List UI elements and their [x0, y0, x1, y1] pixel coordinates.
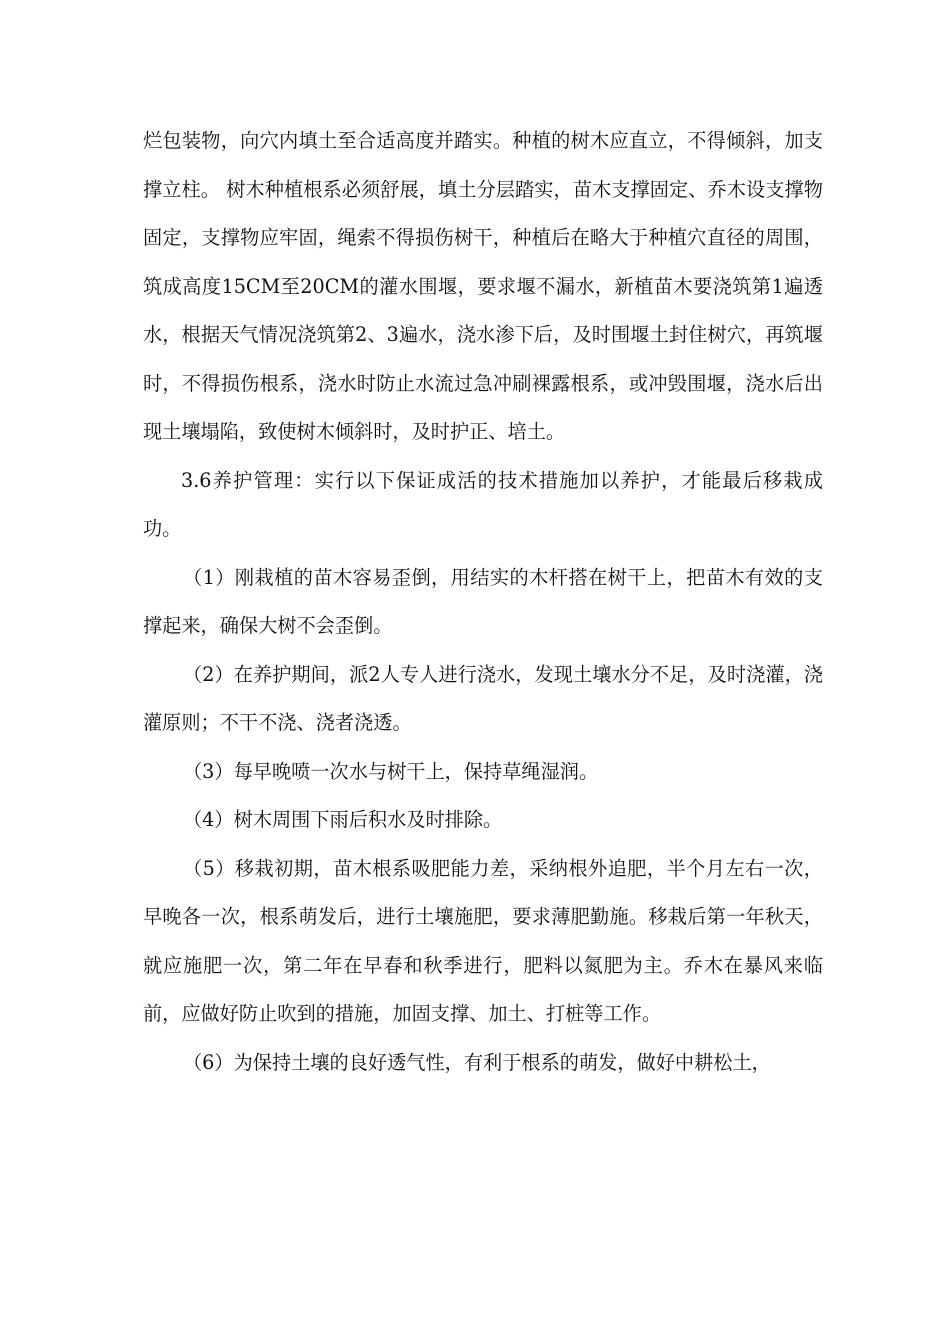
paragraph-item-6: （6）为保持土壤的良好透气性，有利于根系的萌发，做好中耕松土， — [183, 1050, 771, 1074]
paragraph-item-4: （4）树木周围下雨后积水及时排除。 — [183, 808, 503, 831]
paragraph-item-3: （3）每早晚喷一次水与树干上，保持草绳湿润。 — [183, 759, 599, 783]
document-body — [143, 117, 823, 1087]
paragraph-item-2: （2）在养护期间，派2人专人进行浇水，发现土壤水分不足，及时浇灌，浇灌原则；不干不浇、浇者浇透。 — [143, 662, 823, 734]
paragraph-section-3-6: 3.6养护管理：实行以下保证成活的技术措施加以养护，才能最后移栽成功。 — [143, 468, 823, 540]
paragraph-item-5: （5）移栽初期，苗木根系吸肥能力差，采纳根外追肥，半个月左右一次，早晚各一次，根系萌发后，进行土壤施肥，要求薄肥勤施。移栽后第一年秋天，就应施肥一次，第二年在早春和秋季进行，肥料以氮肥为主。乔木在暴风来临前，应做好防止吹到的措施，加固支撑、加土、打桩等工作。 — [143, 856, 823, 1025]
paragraph-planting: 烂包装物，向穴内填土至合适高度并踏实。种植的树木应直立，不得倾斜，加支撑立柱。 树木种植根系必须舒展，填土分层踏实，苗木支撑固定、乔木设支撑物固定，支撑物应牢固，绳索不得损伤树干，种植后在略大于种植穴直径的周围，筑成高度15CM至20CM的灌水围堰，要求堰不漏水，新植苗木要浇筑第1遍透水，根据天气情况浇筑第2、3遍水，浇水渗下后，及时围堰土封住树穴，再筑堰时，不得损伤根系，浇水时防止水流过急冲刷裸露根系，或冲毁围堰，浇水后出现土壤塌陷，致使树木倾斜时，及时护正、培土。 — [143, 129, 823, 443]
paragraph-item-1: （1）刚栽植的苗木容易歪倒，用结实的木杆搭在树干上，把苗木有效的支撑起来，确保大树不会歪倒。 — [143, 565, 823, 637]
